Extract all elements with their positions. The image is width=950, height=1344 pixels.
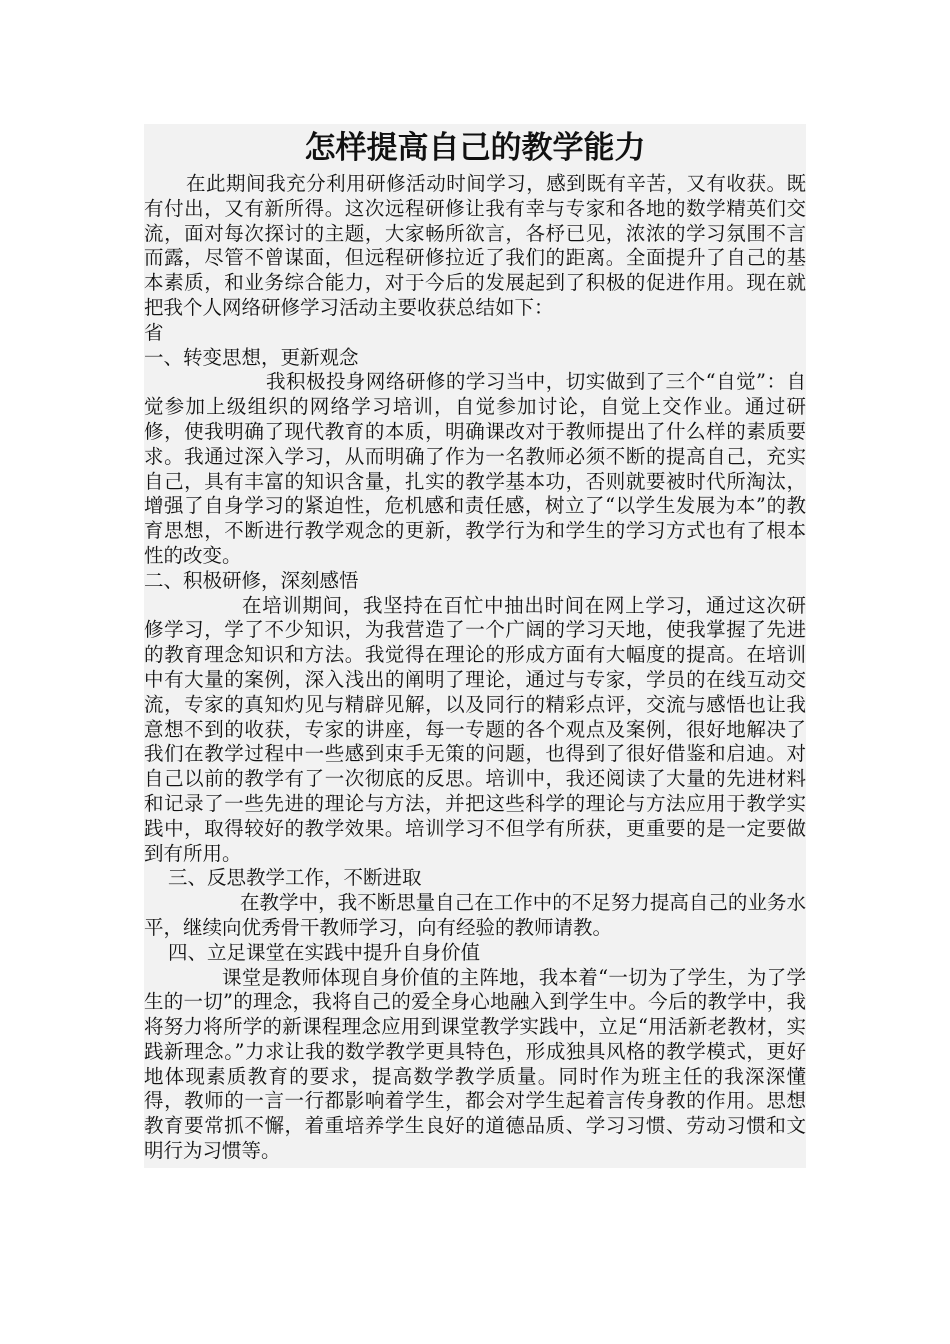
section-body-1: 我积极投身网络研修的学习当中，切实做到了三个“自觉”：自觉参加上级组织的网络学习培训，自觉参加讨论，自觉上交作业。通过研修，使我明确了现代教育的本质，明确课改对于教师提出了什么样的素质要求。我通过深入学习，从而明确了作为一名教师必须不断的提高自己，充实自己，具有丰富的知识含量，扎实的教学基本功，否则就要被时代所淘汰，增强了自身学习的紧迫性，危机感和责任感，树立了“以学生发展为本”的教育思想，不断进行教学观念的更新，教学行为和学生的学习方式也有了根本性的改变。 [144,370,806,567]
section-heading-4: 四、立足课堂在实践中提升自身价值 [168,940,481,964]
document-title: 怎样提高自己的教学能力 [304,130,646,166]
intro-paragraph: 在此期间我充分利用研修活动时间学习，感到既有辛苦，又有收获。既有付出，又有新所得。这次远程研修让我有幸与专家和各地的数学精英们交流，面对每次探讨的主题，大家畅所欲言，各杼已见，浓浓的学习氛围不言而露，尽管不曾谋面，但远程研修拉近了我们的距离。全面提升了自己的基本素质，和业务综合能力，对于今后的发展起到了积极的促进作用。现在就把我个人网络研修学习活动主要收获总结如下： [144,172,806,319]
section-heading-3: 三、反思教学工作，不断进取 [168,866,422,890]
section-body-3: 在教学中，我不断思量自己在工作中的不足努力提高自己的业务水平，继续向优秀骨干教师学习，向有经验的教师请教。 [144,891,806,939]
section-heading-2: 二、积极研修，深刻感悟 [144,568,359,592]
section-body-2: 在培训期间，我坚持在百忙中抽出时间在网上学习，通过这次研修学习，学了不少知识，为我营造了一个广阔的学习天地，使我掌握了先进的教育理念知识和方法。我觉得在理论的形成方面有大幅度的提高。在培训中有大量的案例，深入浅出的阐明了理论，通过与专家，学员的在线互动交流，专家的真知灼见与精辟见解，以及同行的精彩点评，交流与感悟也让我意想不到的收获，专家的讲座，每一专题的各个观点及案例，很好地解决了我们在教学过程中一些感到束手无策的问题，也得到了很好借鉴和启迪。对自己以前的教学有了一次彻底的反思。培训中，我还阅读了大量的先进材料和记录了一些先进的理论与方法，并把这些科学的理论与方法应用于教学实践中，取得较好的教学效果。培训学习不但学有所获，更重要的是一定要做到有所用。 [144,593,806,865]
section-body-4: 课堂是教师体现自身价值的主阵地，我本着“一切为了学生，为了学生的一切”的理念，我将自己的爱全身心地融入到学生中。今后的教学中，我将努力将所学的新课程理念应用到课堂教学实践中，立足“用活新老教材，实践新理念。”力求让我的数学教学更具特色，形成独具风格的教学模式，更好地体现素质教育的要求，提高数学教学质量。同时作为班主任的我深深懂得，教师的一言一行都影响着学生，都会对学生起着言传身教的作用。思想教育要常抓不懈，着重培养学生良好的道德品质、学习习惯、劳动习惯和文明行为习惯等。 [144,965,806,1163]
section-heading-1: 一、转变思想，更新观念 [144,345,359,369]
document-page [144,124,806,1168]
stray-character: 省 [144,320,164,344]
